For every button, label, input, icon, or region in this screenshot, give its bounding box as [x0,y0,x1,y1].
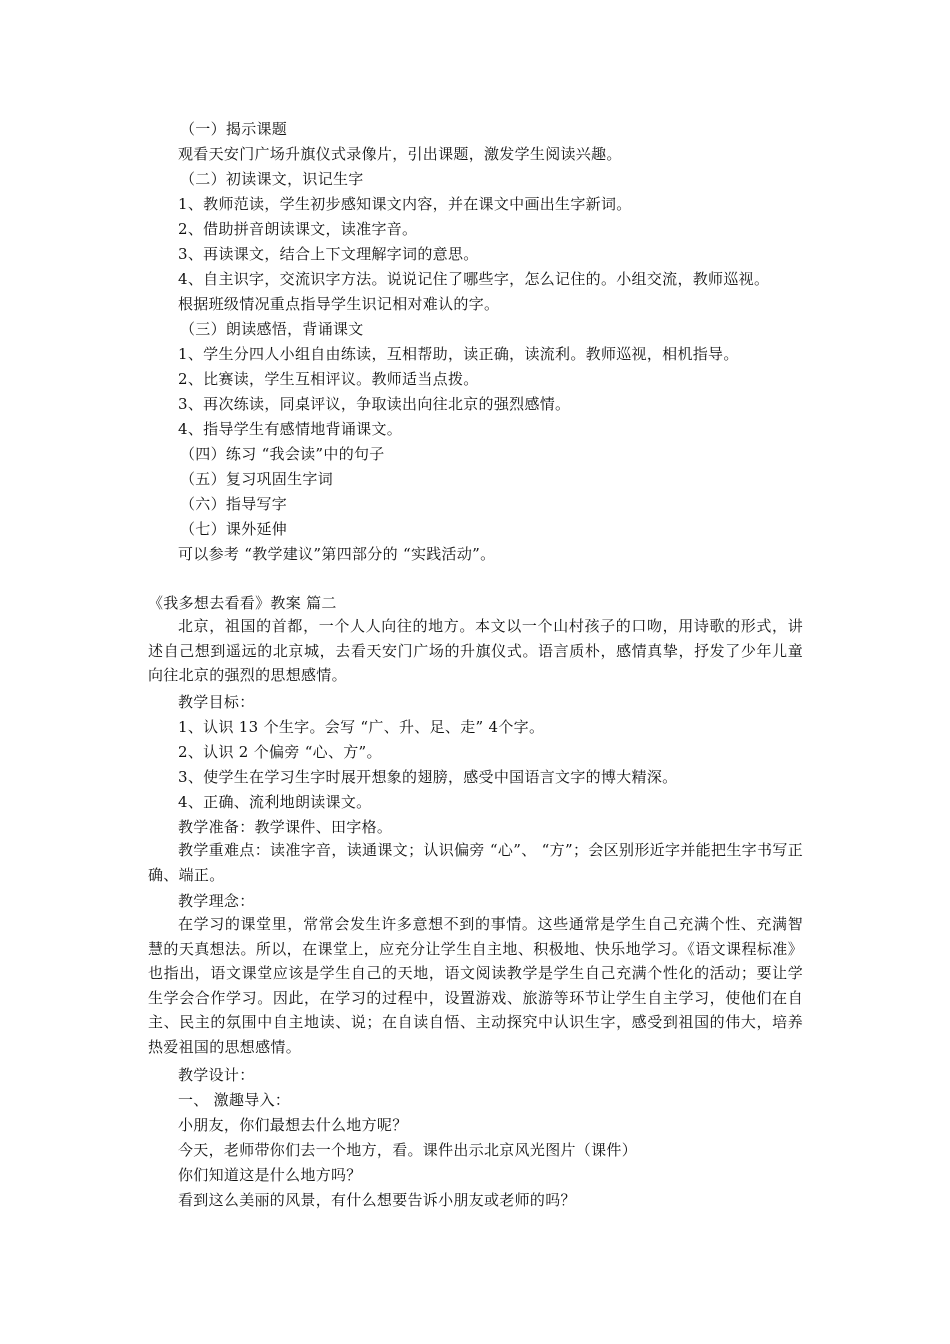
section-heading-review: （五）复习巩固生字词 [180,470,334,488]
preparation-line: 教学准备：教学课件、田字格。 [178,818,393,836]
goal-item: 4、正确、流利地朗读课文。 [178,793,372,811]
design-title: 教学设计： [178,1066,255,1084]
section-heading-extension: （七）课外延伸 [180,520,288,538]
text-line: 今天，老师带你们去一个地方，看。课件出示北京风光图片（课件） [178,1141,638,1159]
text-line: 2、比赛读，学生互相评议。教师适当点拨。 [178,370,479,388]
goal-item: 2、认识 2 个偏旁 “心、方”。 [178,743,382,761]
text-line: 1、学生分四人小组自由练读，互相帮助，读正确，读流利。教师巡视，相机指导。 [178,345,739,363]
design-step-heading: 一、 激趣导入： [178,1091,291,1109]
text-line: 4、自主识字，交流识字方法。说说记住了哪些字，怎么记住的。小组交流，教师巡视。 [178,270,770,288]
text-line: 4、指导学生有感情地背诵课文。 [178,420,403,438]
text-line: 1、教师范读，学生初步感知课文内容，并在课文中画出生字新词。 [178,195,632,213]
text-line: 可以参考 “教学建议”第四部分的 “实践活动”。 [178,545,496,563]
goal-item: 3、使学生在学习生字时展开想象的翅膀，感受中国语言文字的博大精深。 [178,768,678,786]
idea-title: 教学理念： [178,892,255,910]
text-line: 2、借助拼音朗读课文，读准字音。 [178,220,418,238]
section-heading-first-reading: （二）初读课文，识记生字 [180,170,364,188]
section-heading-practice: （四）练习 “我会读”中的句子 [180,445,385,463]
goal-item: 1、认识 13 个生字。会写 “广、升、足、走” 4个字。 [178,718,545,736]
text-line: 3、再次练读，同桌评议，争取读出向往北京的强烈感情。 [178,395,571,413]
text-line: 3、再读课文，结合上下文理解字词的意思。 [178,245,479,263]
intro-paragraph: 北京，祖国的首都，一个人人向往的地方。本文以一个山村孩子的口吻，用诗歌的形式，讲述自己想到遥远的北京城，去看天安门广场的升旗仪式。语言质朴，感情真挚，抒发了少年儿童向往北京的强烈的思想感情。 [148,617,803,685]
text-line: 小朋友，你们最想去什么地方呢？ [178,1116,408,1134]
section-heading-writing: （六）指导写字 [180,495,288,513]
section-heading-recitation: （三）朗读感悟，背诵课文 [180,320,364,338]
text-line: 根据班级情况重点指导学生识记相对难认的字。 [178,295,500,313]
difficulty-paragraph: 教学重难点：读准字音，读通课文；认识偏旁 “心”、 “方”；会区别形近字并能把生字书写正确、端正。 [148,841,803,884]
section-heading-reveal-topic: （一）揭示课题 [180,120,288,138]
text-line: 看到这么美丽的风景，有什么想要告诉小朋友或老师的吗？ [178,1191,576,1209]
goals-title: 教学目标： [178,693,255,711]
article-title: 《我多想去看看》教案 篇二 [148,594,337,612]
text-line: 观看天安门广场升旗仪式录像片，引出课题，激发学生阅读兴趣。 [178,145,622,163]
idea-paragraph: 在学习的课堂里，常常会发生许多意想不到的事情。这些通常是学生自己充满个性、充满智慧的天真想法。所以，在课堂上，应充分让学生自主地、积极地、快乐地学习。《语文课程标准》也指出，语文课堂应该是学生自己的天地，语文阅读教学是学生自己充满个性化的活动；要让学生学会合作学习。因此，在学习的过程中，设置游戏、旅游等环节让学生自主学习，使他们在自主、民主的氛围中自主地读、说；在自读自悟、主动探究中认识生字，感受到祖国的伟大，培养热爱祖国的思想感情。 [148,915,803,1056]
text-line: 你们知道这是什么地方吗？ [178,1166,362,1184]
